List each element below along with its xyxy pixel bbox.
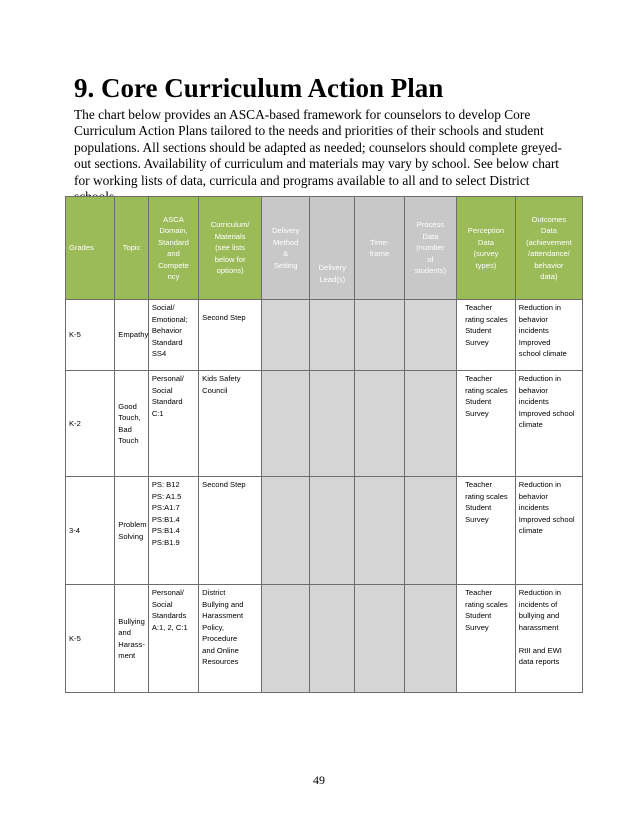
cell-delivery-lead[interactable] xyxy=(310,300,355,371)
header-timeframe: Time- frame xyxy=(355,197,404,300)
cell-perception: Teacher rating scales Student Survey xyxy=(457,585,516,693)
table-header-row xyxy=(66,197,583,300)
cell-timeframe[interactable] xyxy=(355,300,404,371)
header-perception-data: Perception Data (survey types) xyxy=(457,197,516,300)
header-delivery-lead: Delivery Lead(s) xyxy=(310,197,355,300)
cell-curriculum: District Bullying and Harassment Policy, Procedure and Online Resources xyxy=(199,585,262,693)
cell-topic: Empathy xyxy=(115,300,149,371)
table-row xyxy=(66,371,583,477)
cell-process-data[interactable] xyxy=(404,371,456,477)
cell-perception: Teacher rating scales Student Survey xyxy=(457,371,516,477)
header-curriculum: Curriculum/ Materials (see lists below for options) xyxy=(199,197,262,300)
cell-grades: K-5 xyxy=(66,585,115,693)
cell-grades: 3-4 xyxy=(66,477,115,585)
cell-timeframe[interactable] xyxy=(355,371,404,477)
cell-outcomes: Reduction in behavior incidents Improved school climate xyxy=(515,300,582,371)
cell-curriculum: Second Step xyxy=(199,300,262,371)
cell-timeframe[interactable] xyxy=(355,585,404,693)
cell-topic: Bullying and Harass- ment xyxy=(115,585,149,693)
cell-grades: K-2 xyxy=(66,371,115,477)
intro-paragraph: The chart below provides an ASCA-based framework for counselors to develop Core Curriculum Action Plans tailored to the needs and priorities of their schools and student populations. All sections should be adapted as needed; counselors should complete greyed-out sections. Availability of curriculum and materials may vary by school. See below chart for working lists of data, curricula and programs available to all and to select District xyxy=(74,107,562,188)
action-plan-table xyxy=(65,196,583,693)
table-row xyxy=(66,300,583,371)
cell-outcomes: Reduction in behavior incidents Improved school climate xyxy=(515,477,582,585)
cell-asca: Personal/ Social Standards A:1, 2, C:1 xyxy=(148,585,198,693)
cell-asca: Social/ Emotional; Behavior Standard SS4 xyxy=(148,300,198,371)
cell-topic: Good Touch, Bad Touch xyxy=(115,371,149,477)
cell-process-data[interactable] xyxy=(404,585,456,693)
cell-delivery-method[interactable] xyxy=(262,300,310,371)
header-process-data: Process Data (number of students) xyxy=(404,197,456,300)
header-topic: Topic xyxy=(115,197,149,300)
cell-curriculum: Second Step xyxy=(199,477,262,585)
cell-grades: K-5 xyxy=(66,300,115,371)
cell-delivery-lead[interactable] xyxy=(310,585,355,693)
cell-perception: Teacher rating scales Student Survey xyxy=(457,477,516,585)
cell-topic: Problem Solving xyxy=(115,477,149,585)
header-asca: ASCA Domain, Standard and Compete ncy xyxy=(148,197,198,300)
cell-delivery-method[interactable] xyxy=(262,371,310,477)
cell-asca: PS: B12 PS: A1.5 PS:A1.7 PS:B1.4 PS:B1.4 PS:B1.9 xyxy=(148,477,198,585)
header-grades: Grades xyxy=(66,197,115,300)
page-title: 9. Core Curriculum Action Plan xyxy=(74,73,444,103)
cell-asca: Personal/ Social Standard C:1 xyxy=(148,371,198,477)
cell-perception: Teacher rating scales Student Survey xyxy=(457,300,516,371)
cell-outcomes: Reduction in behavior incidents Improved school climate xyxy=(515,371,582,477)
table-row xyxy=(66,585,583,693)
cell-process-data[interactable] xyxy=(404,477,456,585)
cell-delivery-method[interactable] xyxy=(262,585,310,693)
cell-process-data[interactable] xyxy=(404,300,456,371)
cell-delivery-method[interactable] xyxy=(262,477,310,585)
table-row xyxy=(66,477,583,585)
page-number: 49 xyxy=(313,773,325,787)
header-delivery-method: Delivery Method & Setting xyxy=(262,197,310,300)
cell-delivery-lead[interactable] xyxy=(310,477,355,585)
cell-curriculum: Kids Safety Council xyxy=(199,371,262,477)
cell-timeframe[interactable] xyxy=(355,477,404,585)
header-outcomes-data: Outcomes Data (achievement /attendance/ behavior data) xyxy=(515,197,582,300)
cell-delivery-lead[interactable] xyxy=(310,371,355,477)
cell-outcomes: Reduction in incidents of bullying and harassment RtII and EWI data reports xyxy=(515,585,582,693)
